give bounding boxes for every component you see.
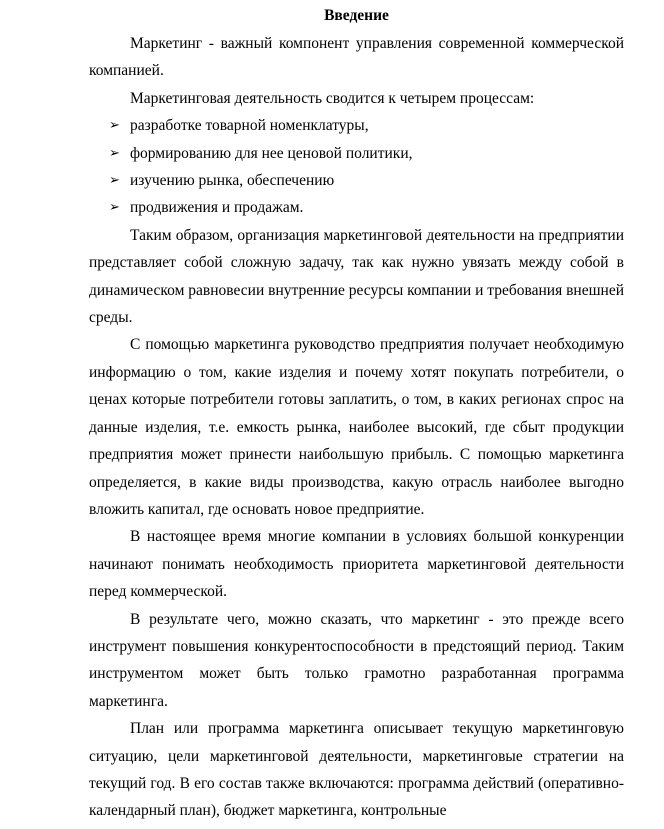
paragraph-conclusion: В результате чего, можно сказать, что маркетинг - это прежде всего инструмент повышения конкурентоспособности в предстоящий период. Таким инструментом может быть только грамотно разработанная программа маркетинга.	[89, 610, 624, 710]
process-list	[89, 112, 624, 222]
paragraph-processes-lead: Маркетинговая деятельность сводится к четырем процессам:	[130, 89, 535, 107]
arrow-bullet-icon: ➢	[109, 145, 120, 161]
list-item	[109, 140, 624, 167]
list-item	[109, 194, 624, 221]
paragraph-management-info: С помощью маркетинга руководство предприятия получает необходимую информацию о том, какие изделия и почему хотят покупать потребители, о ценах которые потребители готовы заплатить, о том, в каких регионах спрос на данные изделия, т.е. емкость рынка, наиболее высокий, где сбыт продукции предприятия может принести наибольшую прибыль. С помощью маркетинга определяется, в какие виды производства, какую отрасль наиболее выгодно вложить капитал, где основать новое предприятие.	[89, 336, 624, 518]
list-item	[109, 112, 624, 139]
list-item-text: изучению рынка, обеспечению	[130, 172, 335, 190]
arrow-bullet-icon: ➢	[109, 173, 120, 189]
paragraph-organization: Таким образом, организация маркетинговой деятельности на предприятии представляет собой сложную задачу, так как нужно увязать между собой в динамическом равновесии внутренние ресурсы компании и требования внешней среды.	[89, 226, 624, 327]
paragraph-intro: Маркетинг - важный компонент управления современной коммерческой компанией.	[89, 35, 624, 80]
list-item-text: формированию для нее ценовой политики,	[130, 144, 413, 162]
list-item-text: продвижения и продажам.	[130, 199, 304, 217]
paragraph-competition: В настоящее время многие компании в условиях большой конкуренции начинают понимать необходимость приоритета маркетинговой деятельности перед коммерческой.	[89, 528, 624, 601]
arrow-bullet-icon: ➢	[109, 118, 120, 134]
paragraph-marketing-plan: План или программа маркетинга описывает текущую маркетинговую ситуацию, цели маркетинговой деятельности, маркетинговые стратегии на текущий год. В его состав также включаются: программа действий (оперативно-календарный план), бюджет маркетинга, контрольные	[89, 720, 624, 820]
list-item	[109, 167, 624, 194]
arrow-bullet-icon: ➢	[109, 200, 120, 216]
list-item-text: разработке товарной номенклатуры,	[130, 117, 369, 135]
page-title: Введение	[324, 7, 389, 24]
